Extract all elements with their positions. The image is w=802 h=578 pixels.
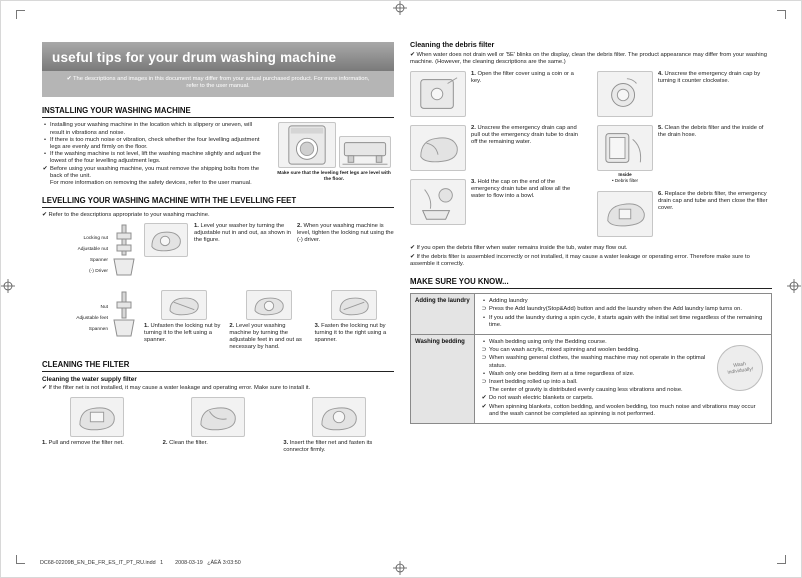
left-column [42,42,394,454]
check-note-continued [42,180,266,187]
bullet-text: If there is too much noise or vibration, check whether the four levelling adjustment legs are evenly and firmly on the floor. [50,136,260,151]
registration-mark-icon [787,279,801,298]
adjustable-feet-diagram [42,290,138,347]
filter-steps [42,397,394,454]
line-text: You can wash acrylic, mixed spinning and woolen bedding. [489,347,640,354]
line-marker: • [482,314,486,321]
clean-filter-illustration [191,397,245,437]
levelling-step [194,223,291,244]
registration-mark-icon [1,279,15,298]
bullet-text: Installing your washing machine in the location which is slippery or uneven, will result in vibrations and noise. [50,122,253,136]
row-label: Adding the laundry [411,294,475,334]
levelling-feet-illustration [339,136,391,168]
line-marker: ⊃ [481,379,487,386]
diagram-label: Adjustable nut [77,246,108,252]
content-line [481,387,765,394]
filter-step [42,397,153,454]
diagram-label: Nut [100,305,108,311]
line-marker [481,387,487,394]
check-text: For more information on removing the safety devices, refer to the user manual. [50,180,252,187]
table-row [411,294,771,334]
crop-mark-icon [16,555,25,564]
step-text: Clean the filter. [169,440,208,447]
check-text: Before using your washing machine, you must remove the shipping bolts from the back of the unit. [50,165,260,179]
line-text: The center of gravity is distributed evenly causing less vibrations and noise. [489,387,683,394]
step-number: 3. [314,323,320,330]
remove-filter-net-illustration [70,397,124,437]
line-text: Wash bedding using only the Bedding course. [489,339,607,345]
row-label: Washing bedding [411,335,475,423]
installing-bullets [42,122,266,187]
registration-mark-icon [393,1,407,20]
unscrew-drain-cap-illustration [410,125,466,171]
debris-steps-left [410,71,585,245]
title-banner [42,42,394,97]
replace-debris-filter-illustration [597,191,653,237]
registration-mark-icon [393,561,407,578]
debris-step [597,191,772,237]
step-number: 2. [297,223,302,230]
step-number: 4. [658,71,663,77]
levelling-step1-illustration [144,223,188,257]
levelling-foot-illustration [110,223,138,286]
step-text: Unscrew the emergency drain cap and pull out the emergency drain tube to drain off the remaining water. [471,125,578,145]
table-row [411,334,771,423]
step-number: 1. [194,223,199,230]
inside-label [597,172,653,183]
clean-debris-filter-illustration [597,125,653,171]
step-number: 1. [42,440,47,447]
step-text: Fasten the locking nut by turning it to the right using a spanner. [314,323,387,344]
banner-note: ✔ The descriptions and images in this document may differ from your actual purchased product. For more information, refer to the user manual. [42,71,394,97]
step-text: Clean the debris filter and the inside of the drain hose. [658,125,764,138]
section-levelling [42,196,394,351]
section-title: MAKE SURE YOU KNOW... [410,277,772,289]
unfasten-nut-illustration [161,290,207,320]
step-text: Level your washing machine by turning the adjustable feet in and out as necessary by hand. [229,323,302,351]
line-text: Adding laundry [489,298,528,305]
bullet-item [42,122,266,136]
insert-filter-net-illustration [312,397,366,437]
step-number: 5. [658,125,663,131]
step-text: Insert the filter net and fasten its connector firmly. [283,440,373,454]
print-footer: DC68-02209B_EN_DE_FR_ES_IT_PT_RU.indd 1 2008-03-19 ¿ÀÈÄ 3:03:50 [40,560,241,566]
step-text: Unfasten the locking nut by turning it to the left using a spanner. [144,323,221,344]
line-text: Wash only one bedding item at a time regardless of size. [489,370,635,377]
line-marker: ✔ [481,403,487,410]
step-number: 1. [471,71,476,77]
line-marker: • [482,298,486,305]
crop-mark-icon [16,10,25,19]
line-marker: ⊃ [481,355,487,362]
step-text: Hold the cap on the end of the emergency drain tube and allow all the water to flow into a bowl. [471,179,571,199]
know-table [410,293,772,424]
content-line [481,395,765,402]
debris-notes [410,245,772,268]
check-note: ✔ If you open the debris filter when water remains inside the tub, water may flow out. [410,245,628,252]
content-line [481,298,765,305]
line-marker: ⊃ [481,347,487,354]
step-text: Pull and remove the filter net. [48,440,124,447]
content-line [481,404,765,418]
diagram-labels [42,302,108,335]
open-filter-cover-illustration [410,71,466,117]
content-line [481,339,765,346]
crop-mark-icon [777,10,786,19]
section-installing [42,106,394,187]
levelling-step [315,290,394,344]
bullet-text: If the washing machine is not level, lift the washing machine slightly and adjust the lowest of the four levelling adjustment legs. [50,151,261,165]
step-text: Replace the debris filter, the emergency drain cap and tube and then close the filter cover. [658,191,768,212]
diagram-label: Locking nut [83,235,108,241]
spacer [42,180,48,187]
section-cleaning-filter [42,360,394,454]
installing-figure [274,122,394,187]
bullet-marker: • [43,136,47,143]
wash-individually-stamp: Wash individually! [714,342,766,394]
diagram-label: Spannen [88,327,108,333]
section-debris-filter [410,40,772,268]
diagram-label: Spanner [89,257,108,263]
line-text: When spinning blankets, cotton bedding, and woolen bedding, too much noise and vibrations may occur and the wash cannot be completed as spinning is not performed. [489,403,756,417]
page-title: useful tips for your drum washing machine [42,42,394,71]
step-text: Unscrew the emergency drain cap by turning it counter clockwise. [658,71,761,84]
figure-caption: Make sure that the leveling feet legs are level with the floor. [277,171,391,183]
debris-step [410,125,585,171]
right-column [410,40,772,424]
row-content [475,294,771,334]
debris-step [410,179,585,225]
step-text: When your washing machine is level, tighten the locking nut using the (-) driver. [297,223,394,244]
filter-step [163,397,274,454]
check-note: ✔ If the filter net is not installed, it may cause a water leakage and operating error. Make sure to install it. [42,385,311,392]
diagram-labels [42,233,108,277]
debris-steps-right [597,71,772,245]
check-note: ✔ Refer to the descriptions appropriate to your washing machine. [42,212,210,219]
section-title: CLEANING THE FILTER [42,360,394,372]
step-text: Level your washer by turning the adjustable nut in and out, as shown in the figure. [194,223,292,244]
line-text: If you add the laundry during a spin cycle, it starts again with the initial set time regardless of the remaining time. [489,314,763,328]
fasten-nut-illustration [331,290,377,320]
diagram-label: Adjustable feet [76,316,108,322]
section-title: LEVELLING YOUR WASHING MACHINE WITH THE LEVELLING FEET [42,196,394,208]
washing-machine-illustration [278,122,336,168]
check-note: ✔ When water does not drain well or '5E' blinks on the display, clean the debris filter. The product appearance may differ from your washing machine. (However, the cleaning descriptions are the same.) [410,52,768,65]
inside-label-item: • Debris filter [611,177,639,183]
check-note: ✔ If the debris filter is assembled incorrectly or not installed, it may cause a water leakage or operating error. Therefore make sure to assemble it correctly. [410,254,750,268]
crop-mark-icon [777,555,786,564]
filter-step [283,397,394,454]
debris-step [597,71,772,117]
row-content [475,335,771,423]
step-text: Open the filter cover using a coin or a key. [471,71,574,84]
line-marker: ✔ [481,395,487,402]
check-note [42,166,266,180]
line-marker: • [482,339,486,345]
levelling-row-2 [42,290,394,351]
bullet-marker: • [43,151,47,158]
section-title: INSTALLING YOUR WASHING MACHINE [42,106,394,118]
check-marker: ✔ [42,165,48,172]
step-number: 2. [229,323,235,330]
step-number: 2. [162,440,168,447]
levelling-step [297,223,394,244]
levelling-row-1 [42,223,394,286]
step-number: 2. [471,125,476,131]
step-number: 3. [283,440,289,447]
bullet-item [42,151,266,165]
line-text: Do not wash electric blankets or carpets. [489,395,594,402]
debris-steps-grid [410,71,772,245]
adjustable-nut-diagram [42,223,138,286]
bullet-marker: • [43,122,47,129]
content-line [481,306,765,313]
debris-step [410,71,585,117]
line-marker: • [482,370,486,377]
levelling-foot-illustration [110,290,138,347]
section-make-sure-you-know [410,277,772,424]
levelling-step [229,290,308,351]
levelling-step [144,290,223,344]
diagram-label: (-) Driver [89,268,108,274]
content-line [481,315,765,329]
step-number: 6. [658,191,663,198]
line-text: Insert bedding rolled up into a ball. [489,379,578,386]
unscrew-cap-counterclockwise-illustration [597,71,653,117]
step-number: 1. [144,323,149,330]
line-text: Press the Add laundry(Stop&Add) button and add the laundry when the Add laundry lamp turns on. [489,306,742,313]
line-marker: ⊃ [481,306,487,313]
step-number: 3. [471,179,476,185]
subsection-title: Cleaning the debris filter [410,40,495,49]
debris-step [597,125,772,183]
drain-into-bowl-illustration [410,179,466,225]
bullet-item [42,137,266,151]
subsection-title: Cleaning the water supply filter [42,376,137,384]
line-text: When washing general clothes, the washing machine may not operate in the optimal status. [489,355,706,369]
turn-feet-illustration [246,290,292,320]
inside-label-title: Inside [618,172,632,177]
